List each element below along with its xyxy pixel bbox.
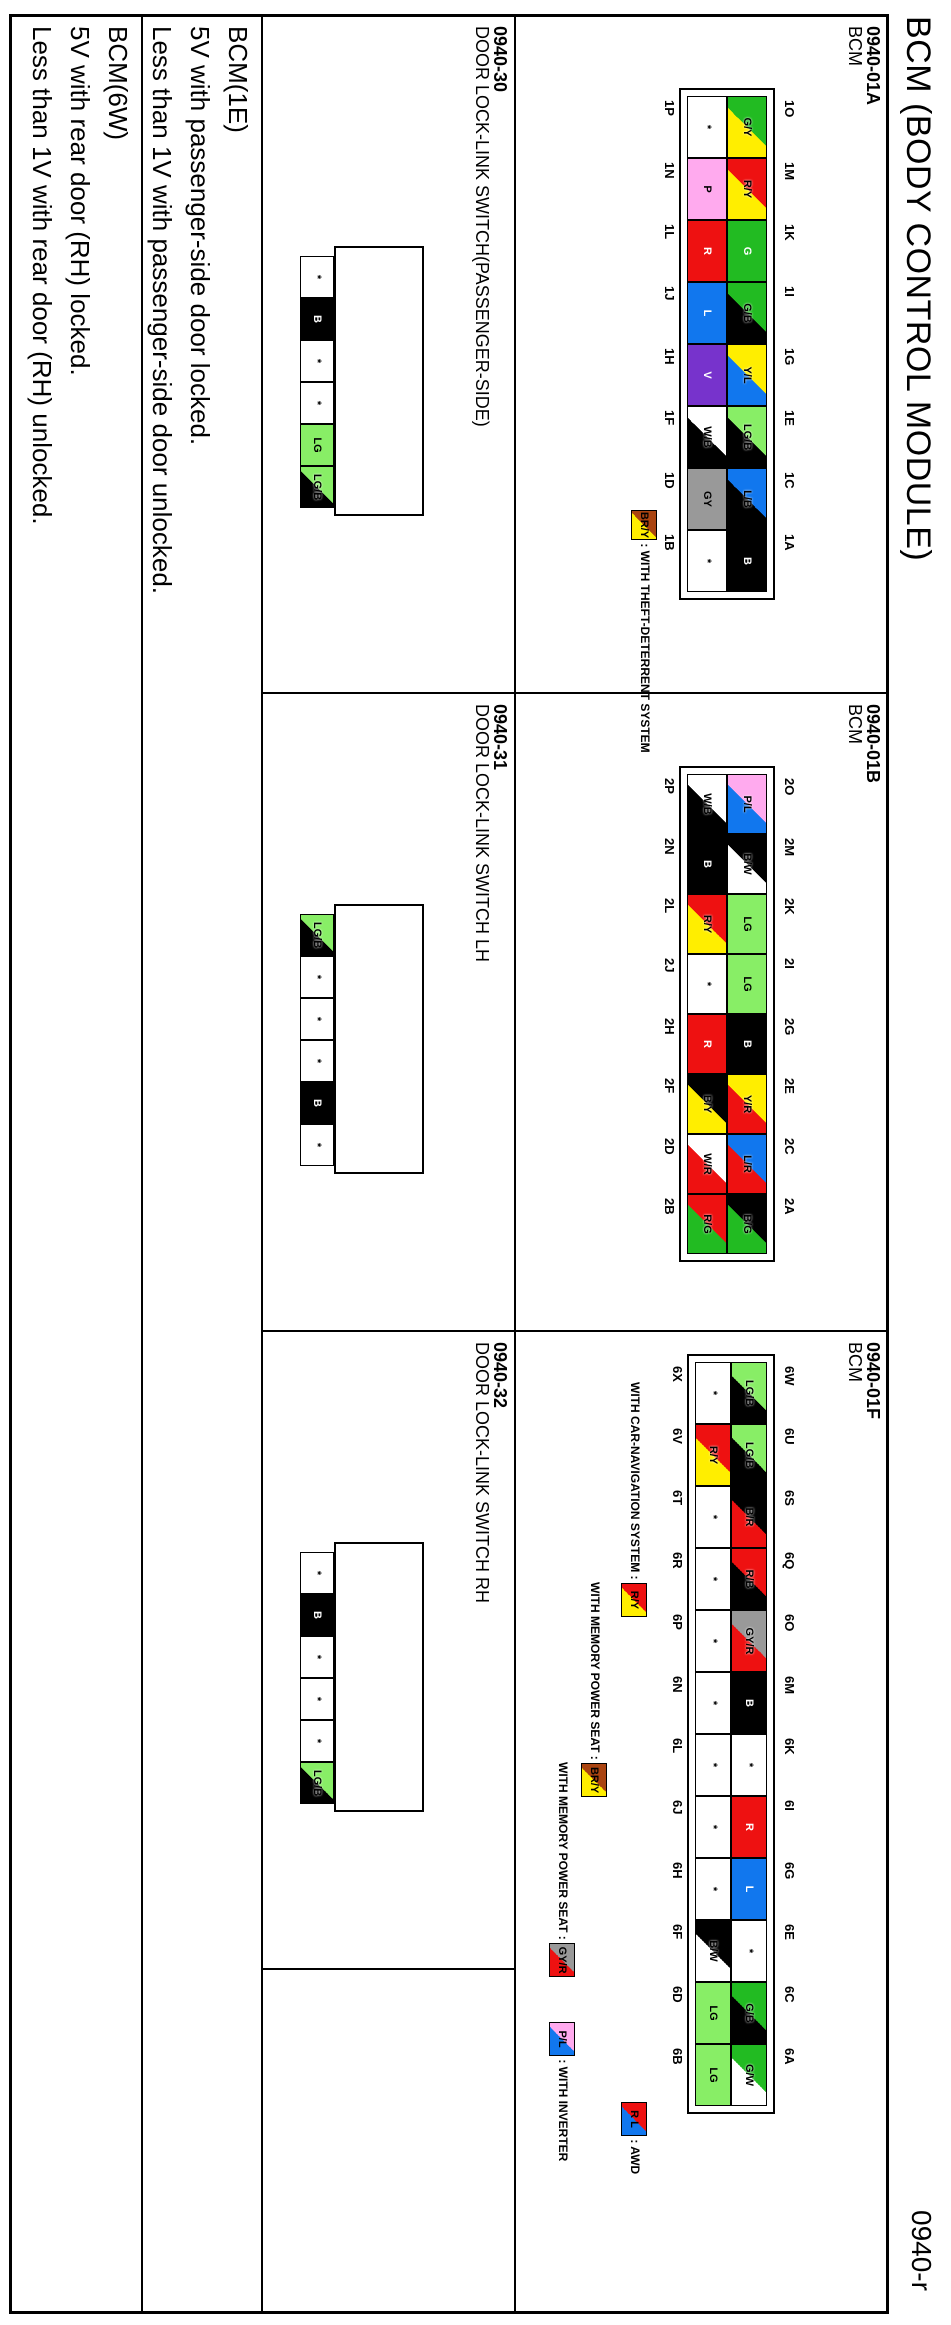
legend-item: R L : AWD: [621, 2102, 647, 2174]
connector-pin: L/R: [727, 1134, 767, 1194]
connector-name: DOOR LOCK-LINK SWITCH LH: [472, 704, 492, 963]
note-bcm-6w: [9, 14, 143, 2314]
connector-pin: *: [300, 256, 334, 298]
connector-name: DOOR LOCK-LINK SWITCH RH: [472, 1342, 492, 1604]
legend-item: WITH MEMORY POWER SEAT : GY/R: [549, 1762, 575, 1977]
note-line: Less than 1V with passenger-side door unlocked.: [147, 26, 177, 595]
page-id: 0940-r: [906, 2210, 937, 2291]
pin-label: 6M: [782, 1676, 797, 1695]
connector-code: 0940-01A: [863, 26, 883, 106]
connector-name: BCM: [845, 26, 865, 66]
cell-0940-30: [261, 14, 516, 694]
pin-label: 6V: [670, 1428, 685, 1444]
connector-pin: GY: [687, 468, 727, 530]
connector-pin: R/Y: [695, 1424, 731, 1486]
pin-label: 6S: [782, 1490, 797, 1506]
connector-pin: *: [300, 1636, 334, 1678]
pin-label: 6H: [670, 1862, 685, 1879]
connector-code: 0940-32: [490, 1342, 510, 1409]
connector-pin: LG: [300, 424, 334, 466]
connector-pin: B/W: [727, 834, 767, 894]
connector-pin: B: [731, 1672, 767, 1734]
pin-label: 1P: [662, 100, 677, 116]
pin-label: 6X: [670, 1366, 685, 1382]
connector-pin: R: [687, 1014, 727, 1074]
cell-0940-01F: [514, 1330, 889, 2314]
note-bcm-1e: [141, 14, 263, 2314]
pin-label: 1M: [782, 162, 797, 181]
pin-label: 2A: [782, 1198, 797, 1215]
pin-label: 2E: [782, 1078, 797, 1094]
connector-pin: LG/B: [300, 466, 334, 508]
pin-label: 6K: [782, 1738, 797, 1755]
note-heading: BCM(1E): [223, 26, 253, 133]
connector-pin: P: [687, 158, 727, 220]
pin-label: 6R: [670, 1552, 685, 1569]
legend-item: WITH MEMORY POWER SEAT : BR/Y: [581, 1582, 607, 1797]
connector-pin: R: [687, 220, 727, 282]
connector-pin: B: [727, 530, 767, 592]
legend-item: P/L : WITH INVERTER: [549, 2022, 575, 2161]
pin-label: 6O: [782, 1614, 797, 1632]
pin-label: 1E: [782, 410, 797, 426]
connector-pin: G/W: [731, 2044, 767, 2106]
pin-label: 1F: [662, 410, 677, 426]
connector-pin: W/B: [687, 774, 727, 834]
pin-label: 1H: [662, 348, 677, 365]
connector-pin: B/R: [731, 1486, 767, 1548]
connector-pin: *: [300, 998, 334, 1040]
pin-label: 2D: [662, 1138, 677, 1155]
pin-label: 2K: [782, 898, 797, 915]
cell-empty: [261, 1968, 516, 2314]
connector-housing: [334, 1542, 424, 1812]
connector-housing: [334, 246, 424, 516]
cell-0940-31: [261, 692, 516, 1332]
connector-pin: R: [731, 1796, 767, 1858]
pin-label: 6P: [670, 1614, 685, 1630]
connector-pin: *: [687, 96, 727, 158]
connector-30-diagram: [284, 246, 454, 546]
note-line: Less than 1V with rear door (RH) unlocked.: [27, 26, 57, 525]
connector-pin: V: [687, 344, 727, 406]
connector-01A-diagram: [557, 76, 837, 753]
connector-pin: LG/B: [731, 1424, 767, 1486]
connector-pin: B: [300, 298, 334, 340]
pin-label: 6F: [670, 1924, 685, 1940]
connector-pin: *: [731, 1734, 767, 1796]
connector-32-diagram: [284, 1542, 454, 1842]
pin-label: 1I: [782, 286, 797, 297]
connector-pin: *: [695, 1486, 731, 1548]
note-heading: BCM(6W): [103, 26, 133, 141]
pin-label: 1K: [782, 224, 797, 241]
pin-label: 2M: [782, 838, 797, 857]
connector-pin: B: [687, 834, 727, 894]
pin-label: 6T: [670, 1490, 685, 1506]
cell-0940-01B: [514, 692, 889, 1332]
pin-label: 2L: [662, 898, 677, 914]
pin-label: 2B: [662, 1198, 677, 1215]
connector-pin: P/L: [727, 774, 767, 834]
pin-label: 1D: [662, 472, 677, 489]
connector-pin: *: [300, 1552, 334, 1594]
pin-label: 6J: [670, 1800, 685, 1815]
connector-pin: LG: [727, 954, 767, 1014]
pin-label: 6N: [670, 1676, 685, 1693]
connector-pin: G/Y: [727, 96, 767, 158]
connector-pin: R/B: [731, 1548, 767, 1610]
connector-housing: [334, 904, 424, 1174]
pin-label: 2H: [662, 1018, 677, 1035]
pin-label: 6U: [782, 1428, 797, 1445]
connector-pin: B: [300, 1082, 334, 1124]
connector-name: BCM: [845, 704, 865, 744]
connector-pin: *: [695, 1362, 731, 1424]
legend-theft-deterrent: BR/Y : WITH THEFT-DETERRENT SYSTEM: [631, 510, 657, 753]
pin-label: 6L: [670, 1738, 685, 1754]
pin-label: 6D: [670, 1986, 685, 2003]
connector-pin: LG: [727, 894, 767, 954]
pin-label: 1J: [662, 286, 677, 301]
connector-pin: *: [695, 1672, 731, 1734]
connector-pin: W/R: [687, 1134, 727, 1194]
pin-label: 1N: [662, 162, 677, 179]
connector-pin: *: [300, 1040, 334, 1082]
connector-pin: *: [300, 1720, 334, 1762]
connector-pin: *: [300, 340, 334, 382]
pin-label: 6B: [670, 2048, 685, 2065]
connector-pin: *: [300, 1678, 334, 1720]
pin-label: 6W: [782, 1366, 797, 1386]
connector-pin: LG/B: [300, 914, 334, 956]
legend-item: WITH CAR-NAVIGATION SYSTEM : R/Y: [621, 1382, 647, 1617]
pin-label: 1C: [782, 472, 797, 489]
connector-pin: G: [727, 220, 767, 282]
pin-label: 6C: [782, 1986, 797, 2003]
pin-label: 2G: [782, 1018, 797, 1036]
connector-01B-diagram: [557, 754, 837, 1314]
note-line: 5V with rear door (RH) locked.: [65, 26, 95, 376]
connector-pin: Y/R: [727, 1074, 767, 1134]
pin-label: 2P: [662, 778, 677, 794]
connector-pin: LG/B: [300, 1762, 334, 1804]
connector-pin: W/B: [687, 406, 727, 468]
note-line: 5V with passenger-side door locked.: [185, 26, 215, 446]
connector-pin: *: [731, 1920, 767, 1982]
pin-label: 1O: [782, 100, 797, 118]
pin-label: 1G: [782, 348, 797, 366]
connector-pin: B: [727, 1014, 767, 1074]
connector-pin: *: [695, 1610, 731, 1672]
pin-label: 6G: [782, 1862, 797, 1880]
connector-31-diagram: [284, 904, 454, 1204]
connector-pin: *: [695, 1548, 731, 1610]
pin-label: 2F: [662, 1078, 677, 1094]
connector-code: 0940-01F: [863, 1342, 883, 1420]
connector-pin: *: [695, 1858, 731, 1920]
connector-pin: LG: [695, 2044, 731, 2106]
connector-code: 0940-01B: [863, 704, 883, 784]
pin-label: 2C: [782, 1138, 797, 1155]
connector-pin: R/Y: [687, 894, 727, 954]
cell-0940-32: [261, 1330, 516, 1970]
connector-pin: LG/B: [727, 406, 767, 468]
pin-label: 2I: [782, 958, 797, 969]
connector-name: BCM: [845, 1342, 865, 1382]
connector-pin: *: [695, 1734, 731, 1796]
connector-pin: R/G: [687, 1194, 727, 1254]
connector-code: 0940-31: [490, 704, 510, 771]
pin-label: 2J: [662, 958, 677, 973]
connector-pin: *: [695, 1796, 731, 1858]
page-title: BCM (BODY CONTROL MODULE): [899, 16, 937, 562]
pin-label: 6I: [782, 1800, 797, 1811]
connector-pin: Y/L: [727, 344, 767, 406]
connector-pin: *: [300, 382, 334, 424]
connector-pin: *: [300, 1124, 334, 1166]
pin-label: 6A: [782, 2048, 797, 2065]
connector-pin: *: [687, 954, 727, 1014]
connector-pin: GY/R: [731, 1610, 767, 1672]
connector-pin: *: [687, 530, 727, 592]
connector-name: DOOR LOCK-LINK SWITCH(PASSENGER-SIDE): [472, 26, 492, 427]
connector-pin: B/Y: [687, 1074, 727, 1134]
pin-label: 2N: [662, 838, 677, 855]
connector-pin: B/G: [727, 1194, 767, 1254]
connector-pin: LG/B: [731, 1362, 767, 1424]
pin-label: 1B: [662, 534, 677, 551]
connector-pin: G/B: [731, 1982, 767, 2044]
pin-label: 6E: [782, 1924, 797, 1940]
connector-pin: L: [731, 1858, 767, 1920]
pin-label: 2O: [782, 778, 797, 796]
connector-pin: R/Y: [727, 158, 767, 220]
connector-pin: G/B: [727, 282, 767, 344]
connector-pin: B: [300, 1594, 334, 1636]
connector-pin: L/B: [727, 468, 767, 530]
connector-01F-diagram: [517, 1342, 837, 2302]
connector-pin: LG: [695, 1982, 731, 2044]
connector-pin: *: [300, 956, 334, 998]
pin-label: 1L: [662, 224, 677, 240]
pin-label: 6Q: [782, 1552, 797, 1570]
connector-pin: L: [687, 282, 727, 344]
connector-pin: B/W: [695, 1920, 731, 1982]
connector-code: 0940-30: [490, 26, 510, 93]
pin-label: 1A: [782, 534, 797, 551]
